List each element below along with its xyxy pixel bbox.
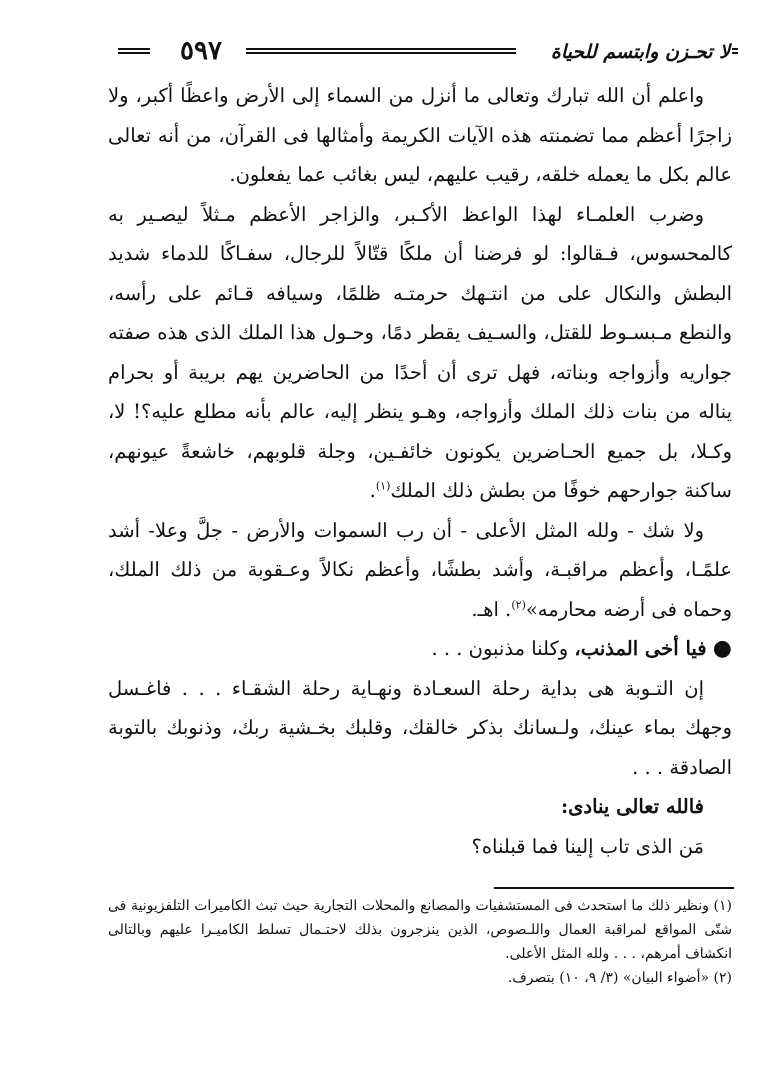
paragraph-1: واعلم أن الله تبارك وتعالى ما أنزل من السماء إلى الأرض واعظًا أكبر، ولا زاجرًا أعظم مما تضمنته هذه الآيات الكريمة وأمثالها فى القرآن، من أنه تعالى عالم بكل ما يعمله خلقه، رقيب عليهم، ليس بغائب عما يفعلون. <box>108 84 732 186</box>
paragraph-7: مَن الذى تاب إلينا فما قبلناه؟ <box>471 834 704 858</box>
paragraph-3-text: ولا شك - ولله المثل الأعلى - أن رب السموات والأرض - جلَّ وعلا- أشد علمًـا، وأعظم مراقبـة، وأشد بطشًا، وأعظم نكالاً وعـقوبة من ذلك الملك، وحماه فى أرضه محارمه» <box>108 518 732 621</box>
page-header <box>118 36 738 76</box>
paragraph-4 <box>108 629 732 669</box>
header-rule-left <box>118 48 150 54</box>
paragraph-2 <box>108 195 732 511</box>
footnote-1: (١) ونظير ذلك ما استحدث فى المستشفيات والمصانع والمحلات التجارية حيث تبث الكاميرات التلفزيونية فى شتّى المواقع لمراقبة العمال واللـصوص، الذين ينزجرون بذلك لاحتـمال تسلط الكاميـرا عليهم وبالتالى انكشاف أمرهم، . . . ولله المثل الأعلى. <box>108 898 732 962</box>
main-text <box>108 76 732 866</box>
bullet-icon: ● <box>712 636 732 661</box>
paragraph-3 <box>108 511 732 630</box>
paragraph-2-end: . <box>369 479 376 502</box>
header-rule-middle <box>246 48 516 54</box>
footnote-separator <box>494 887 734 889</box>
page-number: ٥٩٧ <box>180 36 222 66</box>
footnote-ref-2: (٢) <box>511 598 526 611</box>
paragraph-6: فالله تعالى ينادى: <box>560 795 704 818</box>
paragraph-3-end: . اهـ. <box>471 597 512 621</box>
footnotes <box>108 894 732 990</box>
paragraph-4-rest: وكلنا مذنبون . . . <box>431 637 575 660</box>
footnote-2: (٢) «أضواء البيان» (٣/ ٩، ١٠) بتصرف. <box>507 970 732 986</box>
header-rule-right <box>732 48 738 54</box>
book-title: لا تحـزن وابتسم للحياة <box>550 41 730 63</box>
paragraph-5: إن التـوبة هى بداية رحلة السعـادة ونهـاية رحلة الشقـاء . . . فاغـسل وجهك بماء عينك، ولـسانك بذكر خالقك، وقلبك بخـشية ربك، وذنوبك بالتوبة الصادقة . . . <box>108 676 732 779</box>
paragraph-2-text: وضرب العلمـاء لهذا الواعظ الأكـبر، والزاجر الأعظم مـثلاً ليصـير به كالمحسوس، فـقالوا: لو فرضنا أن ملكًا قتّالاً للرجال، سفـاكًا للدماء شديد البطش والنكال على من انتـهك حرمتـه ظلمًا، وسيافه قـائم على رأسه، والنطع مـبسـوط للقتل، والسـيف يقطر دمًا، وحـول هذا الملك الذى هذه صفته جواريه وأزواجه وبناته، فهل ترى أن أحدًا من الحاضرين يهم بريبة أو بحرام يناله من بنات ذلك الملك وأزواجه، وهـو ينظر إليه، عالم بأنه مطلع عليه؟! لا، وكـلا، بل جميع الحـاضرين يكونون خائفـين، وجلة قلوبهم، خاشعةً عيونهم، ساكنة جوارحهم خوفًا من بطش ذلك الملك <box>108 202 732 502</box>
paragraph-4-bold: فيا أخى المذنب، <box>574 637 707 660</box>
footnote-ref-1: (١) <box>375 479 391 493</box>
